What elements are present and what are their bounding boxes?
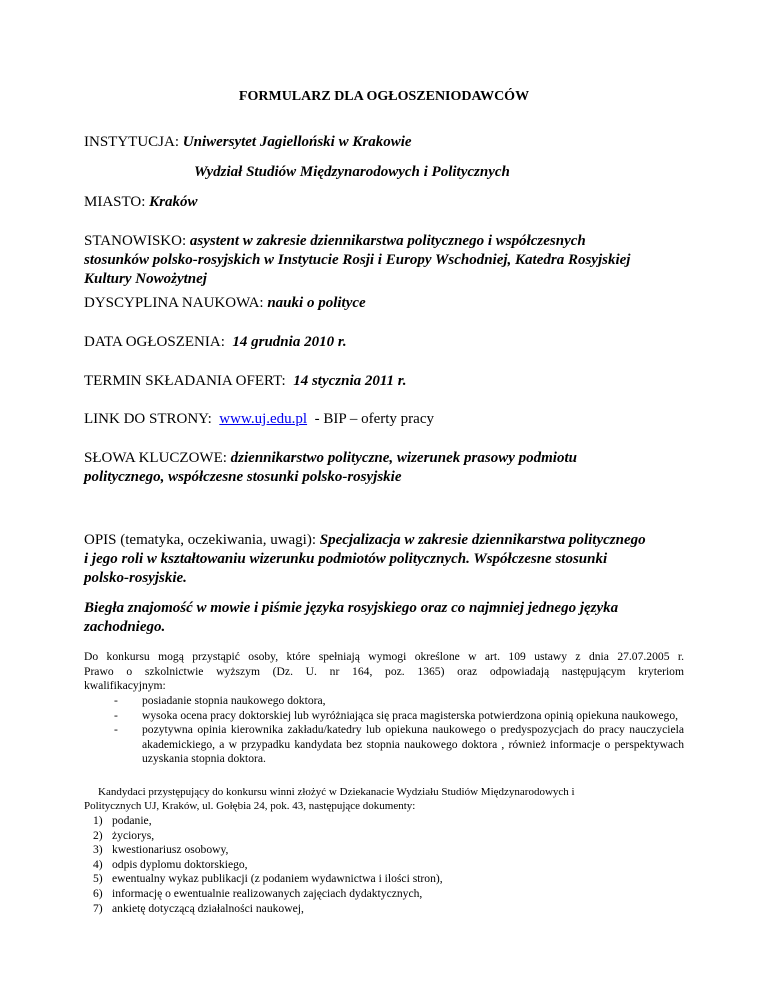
- dash-bullet: -: [114, 723, 118, 736]
- dash-bullet: -: [114, 694, 118, 707]
- faculty-value: Wydział Studiów Międzynarodowych i Politycznych: [194, 164, 510, 180]
- list-item: 4) odpis dyplomu doktorskiego,: [93, 857, 248, 871]
- documents-list: [84, 814, 684, 916]
- description-value-line2: i jego roli w kształtowaniu wizerunku podmiotów politycznych. Współczesne stosunki: [84, 551, 608, 567]
- language-requirement-line1: Biegła znajomość w mowie i piśmie języka rosyjskiego oraz co najmniej jednego języka: [84, 600, 619, 616]
- description-value-line3: polsko-rosyjskie.: [84, 570, 187, 586]
- city-label: MIASTO:: [84, 194, 146, 210]
- city-row: [84, 193, 684, 211]
- position-value-line2: stosunków polsko-rosyjskich w Instytucie Rosji i Europy Wschodniej, Katedra Rosyjskiej: [84, 252, 631, 268]
- institution-row: [84, 133, 684, 151]
- position-row: [84, 232, 684, 250]
- eligibility-line3: kwalifikacyjnym:: [84, 679, 166, 692]
- website-suffix: - BIP – oferty pracy: [314, 411, 434, 427]
- deadline-label: TERMIN SKŁADANIA OFERT:: [84, 373, 286, 389]
- description-value-line1: Specjalizacja w zakresie dziennikarstwa politycznego: [319, 532, 646, 548]
- position-value-line1: asystent w zakresie dziennikarstwa politycznego i współczesnych: [189, 233, 586, 249]
- website-row: [84, 410, 684, 428]
- discipline-row: [84, 294, 684, 312]
- documents-intro-line2: Politycznych UJ, Kraków, ul. Gołębia 24, pok. 43, następujące dokumenty:: [84, 800, 416, 812]
- list-item: 6) informację o ewentualnie realizowanych zajęciach dydaktycznych,: [93, 886, 423, 900]
- eligibility-line1: Do konkursu mogą przystąpić osoby, które spełniają wymogi określone w art. 109 ustawy z dnia 27.07.2005 r.: [84, 650, 684, 663]
- announcement-date-row: [84, 333, 684, 351]
- announcement-date-label: DATA OGŁOSZENIA:: [84, 334, 225, 350]
- keywords-row: [84, 449, 684, 467]
- description-label: OPIS (tematyka, oczekiwania, uwagi):: [84, 532, 317, 548]
- keywords-value-line2: politycznego, współczesne stosunki polsko-rosyjskie: [84, 469, 402, 485]
- institution-value: Uniwersytet Jagielloński w Krakowie: [182, 134, 412, 150]
- keywords-value-line1: dziennikarstwo polityczne, wizerunek prasowy podmiotu: [230, 450, 577, 466]
- list-item: - posiadanie stopnia naukowego doktora,: [114, 694, 326, 707]
- eligibility-paragraph: [84, 650, 684, 694]
- documents-intro: [98, 785, 688, 799]
- position-value-line3: Kultury Nowożytnej: [84, 271, 207, 287]
- list-item: - wysoka ocena pracy doktorskiej lub wyróżniająca się praca magisterska potwierdzona opinią opiekuna naukowego,: [114, 708, 679, 722]
- dash-bullet: -: [114, 708, 118, 722]
- position-label: STANOWISKO:: [84, 233, 187, 249]
- list-item: 5) ewentualny wykaz publikacji (z podaniem wydawnictwa i ilości stron),: [93, 872, 443, 886]
- discipline-value: nauki o polityce: [267, 295, 366, 311]
- form-title: FORMULARZ DLA OGŁOSZENIODAWCÓW: [238, 89, 530, 104]
- website-label: LINK DO STRONY:: [84, 411, 212, 427]
- city-value: Kraków: [149, 194, 198, 210]
- deadline-value: 14 stycznia 2011 r.: [293, 373, 407, 389]
- criteria-list: [84, 694, 684, 767]
- description-row: [84, 531, 684, 549]
- keywords-label: SŁOWA KLUCZOWE:: [84, 450, 227, 466]
- announcement-date-value: 14 grudnia 2010 r.: [232, 334, 347, 350]
- documents-intro-line1: Kandydaci przystępujący do konkursu winni złożyć w Dziekanacie Wydziału Studiów Międzynarodowych i: [98, 786, 575, 798]
- website-link[interactable]: www.uj.edu.pl: [219, 411, 308, 427]
- list-item: 1) podanie,: [93, 814, 152, 827]
- list-item: - pozytywna opinia kierownika zakładu/katedry lub opiekuna naukowego o predyspozycjach do pracy nauczyciela akademickiego, a w przypadku kandydata bez stopnia naukowego doktora , również informacje o perspektywach uzyskania stopnia doktora.: [114, 723, 684, 765]
- institution-label: INSTYTUCJA:: [84, 134, 180, 150]
- discipline-label: DYSCYPLINA NAUKOWA:: [84, 295, 264, 311]
- list-item: 3) kwestionariusz osobowy,: [93, 843, 229, 857]
- list-item: 7) ankietę dotyczącą działalności naukowej,: [93, 901, 304, 915]
- deadline-row: [84, 372, 684, 390]
- list-item: 2) życiorys,: [93, 828, 155, 842]
- eligibility-line2: Prawo o szkolnictwie wyższym (Dz. U. nr 164, poz. 1365) oraz odpowiadają następującym kryteriom: [84, 664, 684, 678]
- language-requirement-line2: zachodniego.: [84, 619, 166, 635]
